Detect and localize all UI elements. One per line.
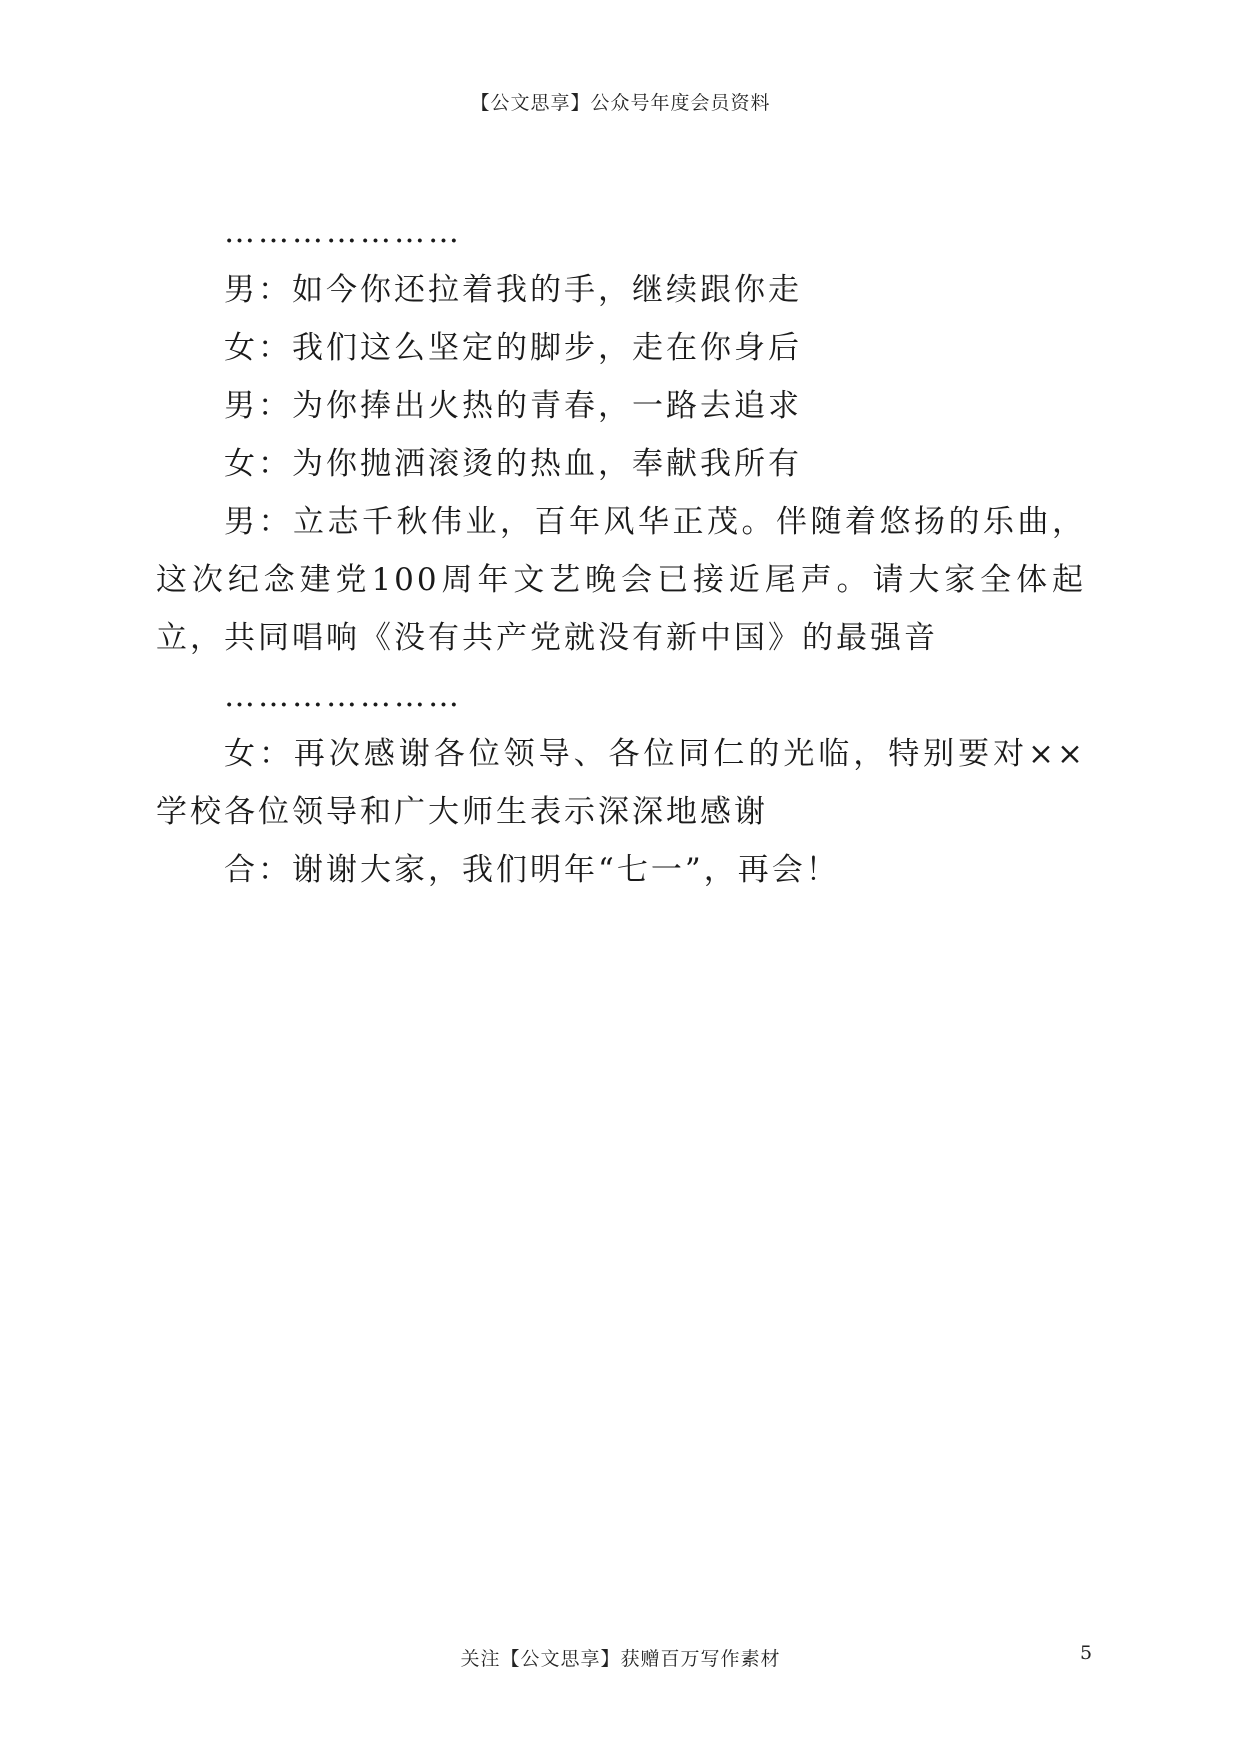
paragraph: 女：我们这么坚定的脚步，走在你身后 xyxy=(224,330,802,366)
document-body xyxy=(156,203,1086,899)
paragraph: 男：立志千秋伟业，百年风华正茂。伴随着悠扬的乐曲，这次纪念建党100周年文艺晚会已接近尾声。请大家全体起立，共同唱响《没有共产党就没有新中国》的最强音 xyxy=(156,504,1086,656)
paragraph: 男：为你捧出火热的青春，一路去追求 xyxy=(224,388,802,424)
paragraph: 合：谢谢大家，我们明年“七一”，再会！ xyxy=(224,852,840,888)
paragraph: 男：如今你还拉着我的手，继续跟你走 xyxy=(224,272,802,308)
paragraph: ………………… xyxy=(224,214,462,250)
paragraph: 女：再次感谢各位领导、各位同仁的光临，特别要对××学校各位领导和广大师生表示深深地感谢 xyxy=(156,736,1086,830)
page-header: 【公文思享】公众号年度会员资料 xyxy=(470,92,771,114)
page-number: 5 xyxy=(1080,1642,1093,1664)
paragraph: 女：为你抛洒滚烫的热血，奉献我所有 xyxy=(224,446,802,482)
page-footer: 关注【公文思享】获赠百万写作素材 xyxy=(460,1648,781,1670)
paragraph: ………………… xyxy=(224,678,462,714)
